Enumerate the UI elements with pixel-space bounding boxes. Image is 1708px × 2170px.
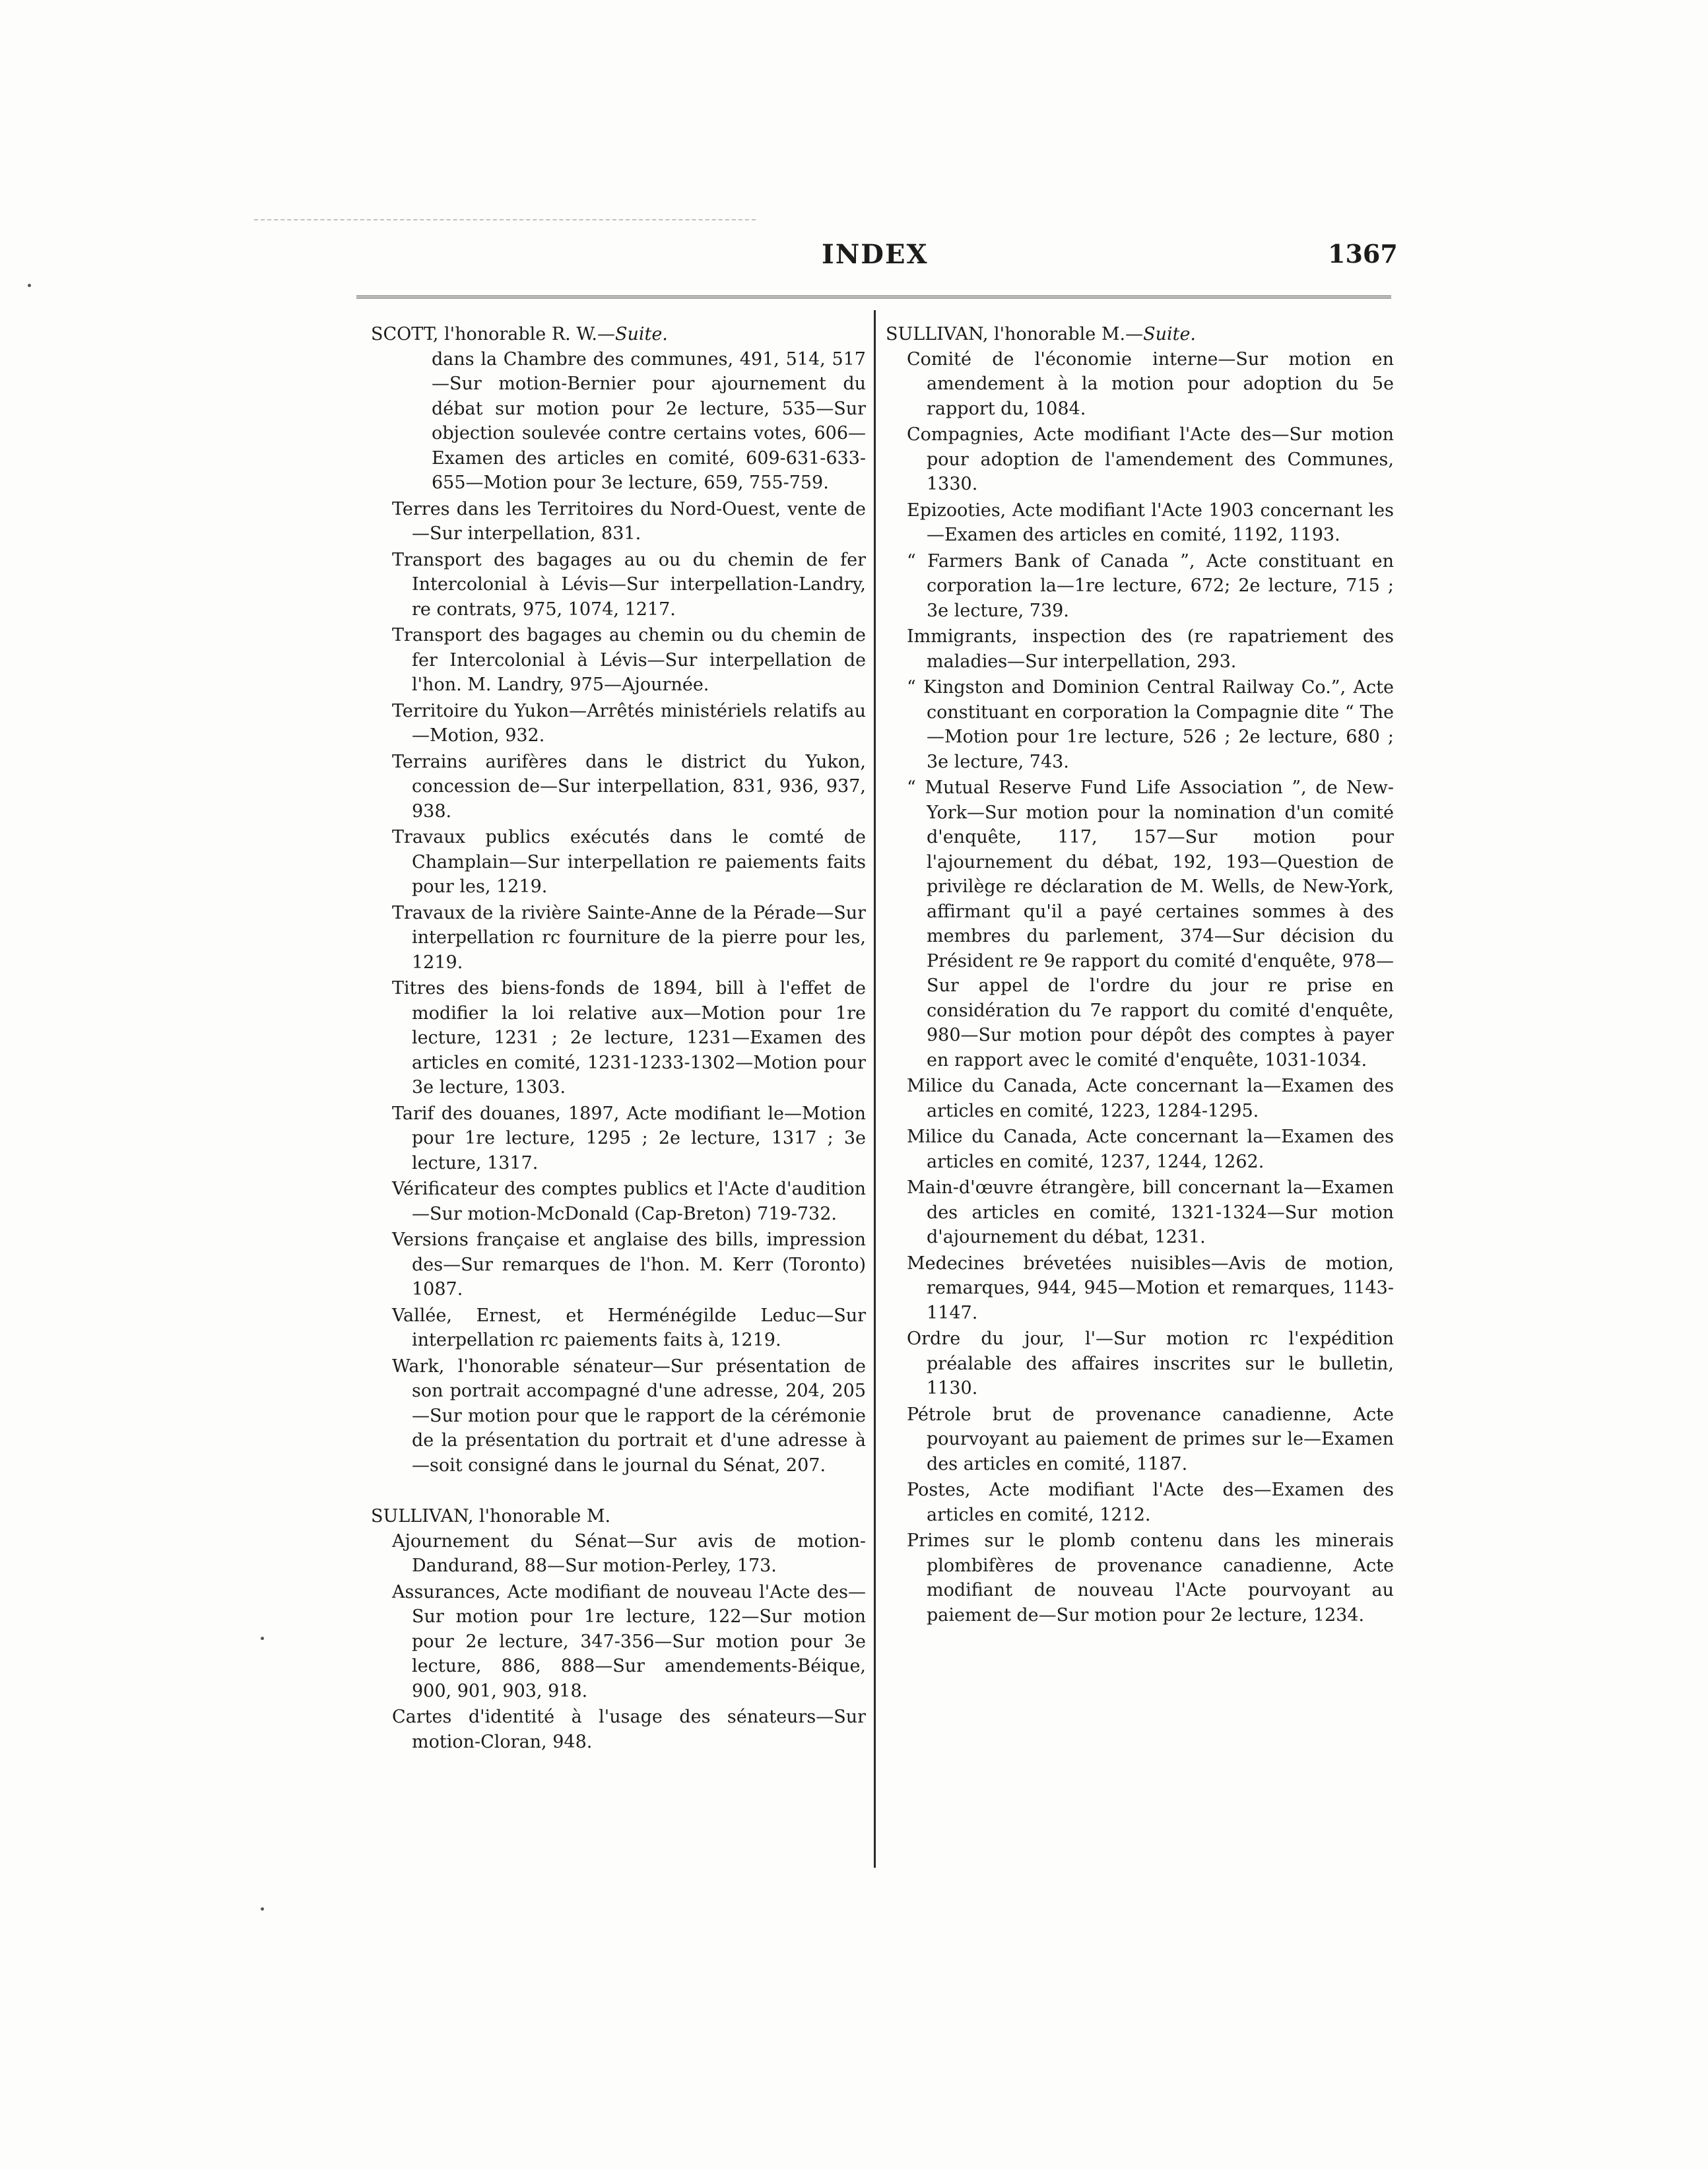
index-entry: Milice du Canada, Acte concernant la—Examen des articles en comité, 1237, 1244, 1262. [907,1127,1394,1172]
index-entry: Medecines brévetées nuisibles—Avis de motion, remarques, 944, 945—Motion et remarques, 1143-1147. [907,1253,1394,1323]
section-heading-sullivan [371,1504,866,1529]
index-entry-continuation: dans la Chambre des communes, 491, 514, 517—Sur motion-Bernier pour ajournement du débat sur motion pour 2e lecture, 535—Sur objection soulevée contre certains votes, 606—Examen des articles en comité, 609-631-633-655—Motion pour 3e lecture, 659, 755-759. [432,348,866,493]
index-entry: Versions française et anglaise des bills, impression des—Sur remarques de l'hon. M. Kerr (Toronto) 1087. [392,1230,866,1299]
index-entry: Epizooties, Acte modifiant l'Acte 1903 concernant les—Examen des articles en comité, 1192, 1193. [907,500,1394,545]
page-title: INDEX [822,239,929,270]
column-divider [874,310,876,1868]
scan-speck [28,284,31,287]
index-entry: “ Kingston and Dominion Central Railway Co.”, Acte constituant en corporation la Compagnie dite “ The—Motion pour 1re lecture, 526 ; 2e lecture, 680 ; 3e lecture, 743. [907,677,1394,772]
index-entry: Vérificateur des comptes publics et l'Acte d'audition—Sur motion-McDonald (Cap-Breton) 719-732. [392,1179,866,1224]
index-entry: Travaux publics exécutés dans le comté de Champlain—Sur interpellation re paiements faits pour les, 1219. [392,827,866,897]
index-entry: “ Farmers Bank of Canada ”, Acte constituant en corporation la—1re lecture, 672; 2e lecture, 715 ; 3e lecture, 739. [907,550,1394,621]
scan-speck [261,1907,264,1911]
heading-suite: Suite. [1143,324,1197,345]
index-entry: Ordre du jour, l'—Sur motion rc l'expédition préalable des affaires inscrites sur le bulletin, 1130. [907,1329,1394,1398]
page-number: 1367 [1328,239,1398,269]
top-faint-rule [254,219,756,220]
index-entry: Comité de l'économie interne—Sur motion en amendement à la motion pour adoption du 5e rapport du, 1084. [907,348,1394,419]
index-entry: Terrains aurifères dans le district du Yukon, concession de—Sur interpellation, 831, 936, 937, 938. [392,751,866,822]
index-entry: Immigrants, inspection des (re rapatriement des maladies—Sur interpellation, 293. [907,626,1394,672]
heading-name: SULLIVAN, l'honorable M. [371,1506,611,1527]
index-entry: “ Mutual Reserve Fund Life Association ”, de New-York—Sur motion pour la nomination d'un comité d'enquête, 117, 157—Sur motion pour l'ajournement du débat, 192, 193—Question de privilège re déclaration de M. Wells, de New-York, affirmant qu'il a payé certaines sommes à des membres du parlement, 374—Sur décision du Président re 9e rapport du comité d'enquête, 978—Sur appel de l'ordre du jour re prise en considération du 7e rapport du comité d'enquête, 980—Sur motion pour dépôt des comptes à payer en rapport avec le comité d'enquête, 1031-1034. [907,777,1394,1070]
section-heading-scott [371,322,866,347]
heading-name: SULLIVAN, l'honorable M.— [886,324,1144,345]
index-entry: Tarif des douanes, 1897, Acte modifiant le—Motion pour 1re lecture, 1295 ; 2e lecture, 1317 ; 3e lecture, 1317. [392,1103,866,1173]
index-entry: Territoire du Yukon—Arrêtés ministériels relatifs au—Motion, 932. [392,700,866,746]
index-entry: Primes sur le plomb contenu dans les minerais plombifères de provenance canadienne, Acte modifiant de nouveau l'Acte pourvoyant au paiement de—Sur motion pour 2e lecture, 1234. [907,1530,1394,1626]
index-entry: Ajournement du Sénat—Sur avis de motion-Dandurand, 88—Sur motion-Perley, 173. [392,1530,866,1576]
index-entry: Compagnies, Acte modifiant l'Acte des—Sur motion pour adoption de l'amendement des Communes, 1330. [907,424,1394,494]
index-entry: Cartes d'identité à l'usage des sénateurs—Sur motion-Cloran, 948. [392,1707,866,1752]
index-entry: Pétrole brut de provenance canadienne, Acte pourvoyant au paiement de primes sur le—Examen des articles en comité, 1187. [907,1404,1394,1474]
right-column [886,322,1394,1629]
index-entry: Vallée, Ernest, et Herménégilde Leduc—Sur interpellation rc paiements faits à, 1219. [392,1305,866,1350]
index-entry: Wark, l'honorable sénateur—Sur présentation de son portrait accompagné d'une adresse, 204, 205—Sur motion pour que le rapport de la cérémonie de la présentation du portrait et d'une adresse à—soit consigné dans le journal du Sénat, 207. [392,1356,866,1476]
heading-name: SCOTT, l'honorable R. W.— [371,324,615,345]
section-heading-sullivan-suite [886,322,1394,347]
index-entry: Assurances, Acte modifiant de nouveau l'Acte des—Sur motion pour 1re lecture, 122—Sur motion pour 2e lecture, 347-356—Sur motion pour 3e lecture, 886, 888—Sur amendements-Béique, 900, 901, 903, 918. [392,1581,866,1701]
heading-suite: Suite. [614,324,668,345]
header-rule [356,296,1391,298]
index-entry: Transport des bagages au chemin ou du chemin de fer Intercolonial à Lévis—Sur interpellation de l'hon. M. Landry, 975—Ajournée. [392,625,866,695]
index-entry: Travaux de la rivière Sainte-Anne de la Pérade—Sur interpellation rc fourniture de la pierre pour les, 1219. [392,902,866,973]
index-entry: Milice du Canada, Acte concernant la—Examen des articles en comité, 1223, 1284-1295. [907,1076,1394,1121]
section-gap [371,1479,866,1504]
index-entry: Titres des biens-fonds de 1894, bill à l'effet de modifier la loi relative aux—Motion pour 1re lecture, 1231 ; 2e lecture, 1231—Examen des articles en comité, 1231-1233-1302—Motion pour 3e lecture, 1303. [392,978,866,1098]
index-entry: Terres dans les Territoires du Nord-Ouest, vente de—Sur interpellation, 831. [392,498,866,544]
index-entry: Postes, Acte modifiant l'Acte des—Examen des articles en comité, 1212. [907,1480,1394,1525]
index-entry: Main-d'œuvre étrangère, bill concernant la—Examen des articles en comité, 1321-1324—Sur motion d'ajournement du débat, 1231. [907,1177,1394,1247]
index-entry: Transport des bagages au ou du chemin de fer Intercolonial à Lévis—Sur interpellation-Landry, re contrats, 975, 1074, 1217. [392,549,866,620]
left-column [371,322,866,1756]
scan-speck [261,1637,264,1640]
